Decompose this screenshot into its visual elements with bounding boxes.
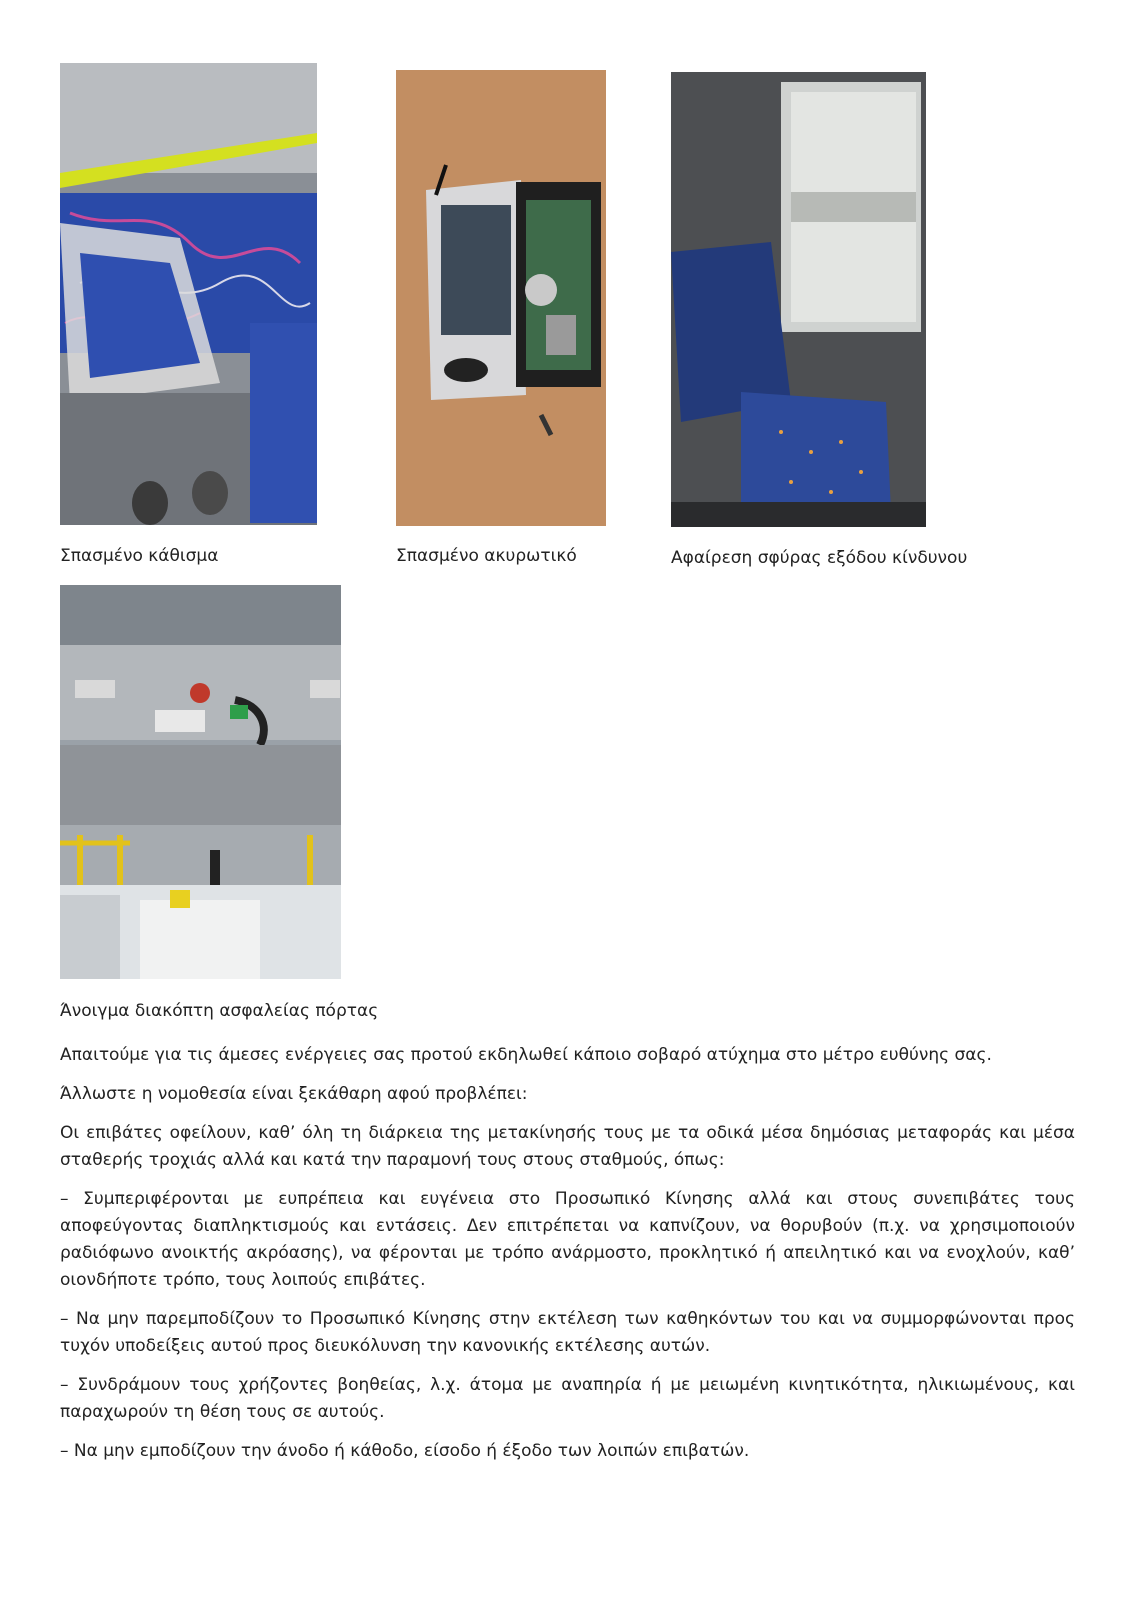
photo-caption: Σπασμένο κάθισμα: [60, 546, 219, 566]
paragraph: Οι επιβάτες οφείλουν, καθ’ όλη τη διάρκεια της μετακίνησής τους με τα οδικά μέσα δημόσιας μεταφοράς και μέσα σταθερής τροχιάς αλλά και κατά την παραμονή τους στους σταθμούς, όπως:: [60, 1123, 1075, 1170]
paragraph: – Συμπεριφέρονται με ευπρέπεια και ευγένεια στο Προσωπικό Κίνησης αλλά και στους συνεπιβάτες τους αποφεύγοντας διαπληκτισμούς και εντάσεις. Δεν επιτρέπεται να καπνίζουν, να θορυβούν (π.χ. να χρησιμοποιούν ραδιόφωνο ανοικτής ακρόασης), να φέρονται με τρόπο ανάρμοστο, προκλητικό ή απειλητικό και να ενοχλούν, καθ’ οιονδήποτε τρόπο, τους λοιπούς επιβάτες.: [60, 1189, 1075, 1290]
document-body: [60, 1042, 1075, 1477]
door-switch-photo: [60, 585, 341, 979]
broken-seat-photo: [60, 63, 317, 525]
paragraph: – Συνδράμουν τους χρήζοντες βοηθείας, λ.χ. άτομα με αναπηρία ή με μειωμένη κινητικότητα, ηλικιωμένους, και παραχωρούν τη θέση τους σε αυτούς.: [60, 1375, 1075, 1422]
paragraph: – Να μην εμποδίζουν την άνοδο ή κάθοδο, είσοδο ή έξοδο των λοιπών επιβατών.: [60, 1441, 750, 1461]
photo-caption: Σπασμένο ακυρωτικό: [396, 546, 577, 566]
paragraph: Άλλωστε η νομοθεσία είναι ξεκάθαρη αφού προβλέπει:: [60, 1084, 528, 1104]
broken-validator-photo: [396, 70, 606, 526]
photo-caption: Αφαίρεση σφύρας εξόδου κίνδυνου: [671, 548, 968, 568]
paragraph: Απαιτούμε για τις άμεσες ενέργειες σας προτού εκδηλωθεί κάποιο σοβαρό ατύχημα στο μέτρο ευθύνης σας.: [60, 1045, 992, 1065]
removed-hammer-photo: [671, 72, 926, 527]
paragraph: – Να μην παρεμποδίζουν το Προσωπικό Κίνησης στην εκτέλεση των καθηκόντων του και να συμμορφώνονται προς τυχόν υποδείξεις αυτού προς διευκόλυνση την κανονικής εκτέλεσης αυτών.: [60, 1309, 1075, 1356]
photo-caption: Άνοιγμα διακόπτη ασφαλείας πόρτας: [60, 1001, 379, 1021]
